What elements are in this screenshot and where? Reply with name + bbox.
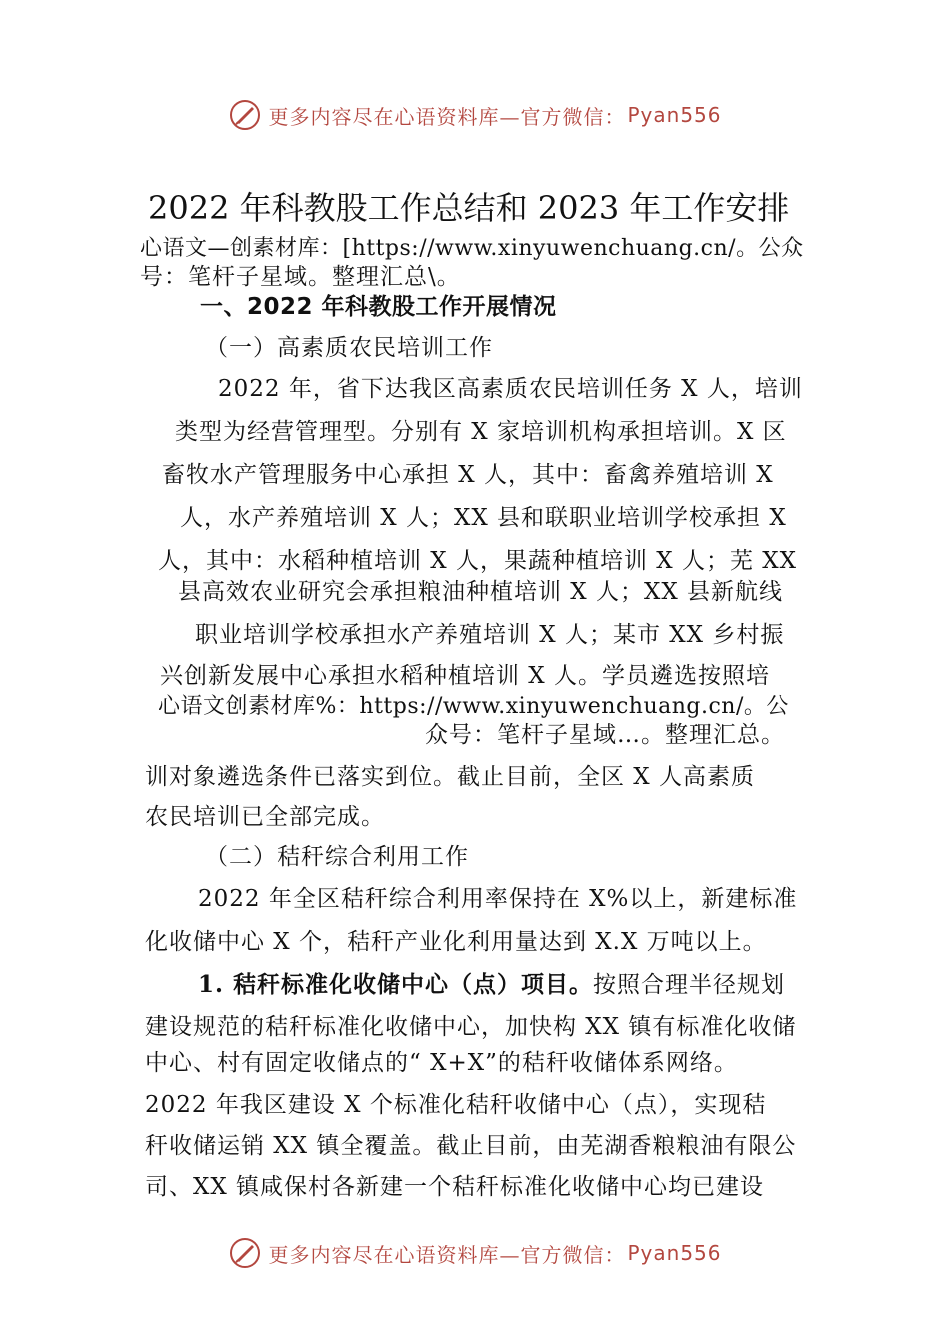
banner-text: 更多内容尽在心语资料库—官方微信： bbox=[268, 1242, 626, 1267]
source-line-2: 号：笔杆子星域。整理汇总\。 bbox=[140, 264, 461, 290]
item-1-line: 秆收储运销 XX 镇全覆盖。截止目前，由芜湖香粮粮油有限公 bbox=[145, 1133, 797, 1159]
paragraph-1-line: 兴创新发展中心承担水稻种植培训 X 人。学员遴选按照培 bbox=[160, 663, 770, 689]
item-1-line: 中心、村有固定收储点的“ X+X”的秸秆收储体系网络。 bbox=[145, 1050, 738, 1076]
subheading-2: （二）秸秆综合利用工作 bbox=[205, 844, 469, 870]
paragraph-2-line: 2022 年全区秸秆综合利用率保持在 X%以上，新建标准 bbox=[198, 886, 798, 912]
item-1-line: 2022 年我区建设 X 个标准化秸秆收储中心（点），实现秸 bbox=[145, 1092, 767, 1118]
source-line-1: 心语文—创素材库：[https://www.xinyuwenchuang.cn/。公众 bbox=[140, 236, 804, 261]
paragraph-2-line: 化收储中心 X 个，秸秆产业化利用量达到 X.X 万吨以上。 bbox=[145, 929, 767, 955]
source-line-3: 心语文创素材库%：https://www.xinyuwenchuang.cn/。公 bbox=[158, 694, 789, 719]
brush-logo-icon bbox=[228, 98, 262, 132]
document-title: 2022 年科教股工作总结和 2023 年工作安排 bbox=[148, 189, 790, 227]
paragraph-1-line: 职业培训学校承担水产养殖培训 X 人；某市 XX 乡村振 bbox=[195, 622, 785, 648]
item-1-line: 司、XX 镇咸保村各新建一个秸秆标准化收储中心均已建设 bbox=[145, 1174, 765, 1200]
paragraph-1-line: 人，水产养殖培训 X 人；XX 县和联职业培训学校承担 X bbox=[180, 505, 787, 531]
paragraph-1-end-line: 农民培训已全部完成。 bbox=[145, 804, 385, 830]
brush-logo-icon bbox=[228, 1236, 262, 1270]
paragraph-1-line: 2022 年，省下达我区高素质农民培训任务 X 人，培训 bbox=[218, 376, 803, 402]
source-line-4: 众号：笔杆子星域…。整理汇总。 bbox=[425, 722, 785, 748]
paragraph-1-line: 人，其中：水稻种植培训 X 人，果蔬种植培训 X 人；芜 XX bbox=[158, 548, 798, 574]
watermark-banner-top bbox=[0, 95, 950, 135]
watermark-banner-bottom bbox=[0, 1233, 950, 1273]
subheading-1: （一）高素质农民培训工作 bbox=[205, 335, 493, 361]
banner-wechat-id: Pyan556 bbox=[627, 103, 722, 127]
item-1-line: 建设规范的秸秆标准化收储中心，加快构 XX 镇有标准化收储 bbox=[145, 1014, 797, 1040]
paragraph-1-end-line: 训对象遴选条件已落实到位。截止目前，全区 X 人高素质 bbox=[145, 764, 755, 790]
paragraph-1-line: 类型为经营管理型。分别有 X 家培训机构承担培训。X 区 bbox=[175, 419, 787, 445]
section-heading-1: 一、2022 年科教股工作开展情况 bbox=[200, 294, 557, 320]
paragraph-1-line: 畜牧水产管理服务中心承担 X 人，其中：畜禽养殖培训 X bbox=[162, 462, 774, 488]
banner-wechat-id: Pyan556 bbox=[627, 1241, 722, 1265]
item-1-heading: 1. 秸秆标准化收储中心（点）项目。 bbox=[198, 971, 594, 998]
paragraph-1-line: 县高效农业研究会承担粮油种植培训 X 人；XX 县新航线 bbox=[178, 579, 784, 605]
banner-text: 更多内容尽在心语资料库—官方微信： bbox=[268, 104, 626, 129]
item-1-first-line bbox=[198, 970, 785, 1000]
item-1-lead: 按照合理半径规划 bbox=[593, 972, 786, 998]
